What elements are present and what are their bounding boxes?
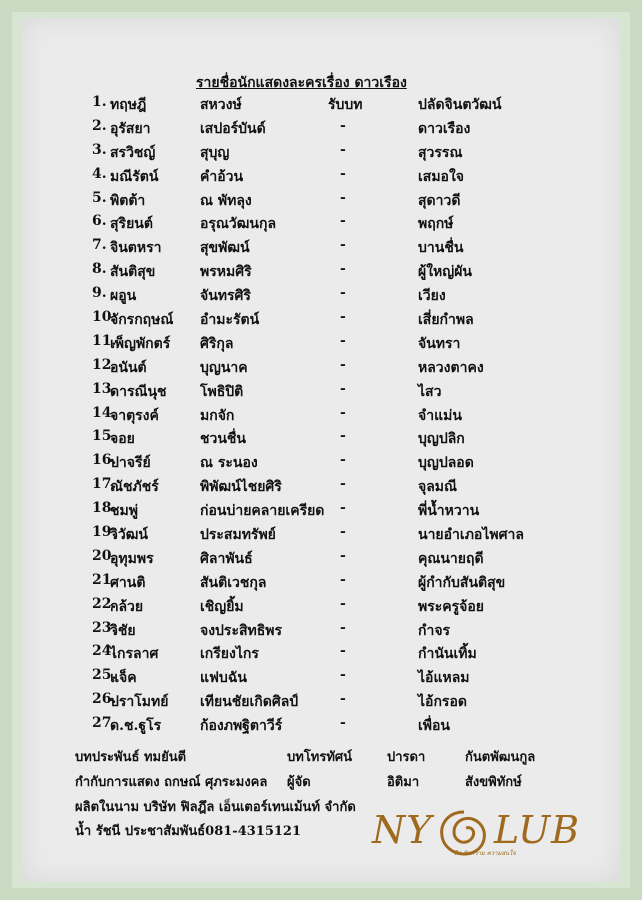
cast-first-name: เพ็ญพักตร์ xyxy=(110,335,171,352)
logo-subtext: ถือ รับความ ความสนใจ xyxy=(454,850,516,857)
cast-row xyxy=(0,667,642,691)
cast-number: 20. xyxy=(92,547,117,564)
cast-number: 7. xyxy=(92,237,107,254)
cast-number: 17. xyxy=(92,476,117,493)
cast-row xyxy=(0,285,642,309)
cast-role: ไสว xyxy=(418,383,442,400)
cast-row xyxy=(0,691,642,715)
cast-row xyxy=(0,715,642,739)
cast-role: เพื่อน xyxy=(418,718,450,735)
credit-text: บทโทรทัศน์ xyxy=(287,750,353,765)
column-header-role: รับบท xyxy=(328,97,363,113)
cast-first-name: แจ็ค xyxy=(110,670,137,687)
cast-dash: - xyxy=(340,356,346,373)
cast-last-name: อำมะรัตน์ xyxy=(200,312,260,329)
cast-dash: - xyxy=(340,332,346,349)
cast-role: ผู้ใหญ่ผัน xyxy=(418,264,472,281)
cast-last-name: ก่อนบ่ายคลายเครียด xyxy=(200,503,325,520)
cast-first-name: กล้วย xyxy=(110,598,144,615)
credit-line xyxy=(75,771,555,791)
cast-row xyxy=(0,643,642,667)
cast-number: 10. xyxy=(92,309,117,326)
cast-number: 2. xyxy=(92,117,107,134)
cast-role: สุดาวดี xyxy=(418,192,461,209)
cast-row xyxy=(0,166,642,190)
cast-role: ไอ้แหลม xyxy=(418,670,470,687)
cast-role: พี่น้ำหวาน xyxy=(418,503,480,520)
cast-role: ดาวเรือง xyxy=(418,120,471,137)
cast-dash: - xyxy=(340,595,346,612)
cast-dash: - xyxy=(340,285,346,302)
cast-dash: - xyxy=(340,571,346,588)
cast-number: 22. xyxy=(92,595,117,612)
cast-role: คุณนายฤดี xyxy=(418,550,484,567)
cast-row xyxy=(0,237,642,261)
cast-last-name: สหวงษ์ xyxy=(200,97,242,113)
cast-first-name: มณีรัตน์ xyxy=(110,168,159,185)
logo-text-right: LUB xyxy=(494,808,581,852)
cast-first-name: อุทุมพร xyxy=(110,550,154,567)
cast-number: 25. xyxy=(92,667,117,684)
cast-dash: - xyxy=(340,141,346,158)
cast-dash: - xyxy=(340,117,346,134)
credit-text: สังขพิทักษ์ xyxy=(465,775,522,790)
cast-first-name: วิชัย xyxy=(110,622,136,639)
cast-row xyxy=(0,524,642,548)
cast-first-name: สรวิชญ์ xyxy=(110,144,156,161)
cast-first-name: ไกรลาศ xyxy=(110,646,159,663)
cast-first-name: ด.ช.ฐูโร xyxy=(110,718,162,735)
cast-dash: - xyxy=(340,237,346,254)
cast-dash: - xyxy=(340,165,346,182)
credit-text: กำกับการแสดง ถกษณ์ ศุภระมงคล xyxy=(75,775,268,790)
cast-first-name: พิตต้า xyxy=(110,192,146,209)
cast-role: เสมอใจ xyxy=(418,168,465,185)
cast-dash: - xyxy=(340,524,346,541)
cast-number: 16. xyxy=(92,452,117,469)
cast-number: 1. xyxy=(92,94,107,110)
cast-dash: - xyxy=(340,261,346,278)
cast-first-name: จินตหรา xyxy=(110,240,162,257)
cast-row xyxy=(0,500,642,524)
cast-dash: - xyxy=(340,213,346,230)
cast-dash: - xyxy=(340,547,346,564)
cast-number: 6. xyxy=(92,213,107,230)
cast-dash: - xyxy=(340,667,346,684)
cast-role: จำแม่น xyxy=(418,407,462,424)
cast-first-name: วิวัฒน์ xyxy=(110,527,148,544)
cast-row xyxy=(0,548,642,572)
credit-text: ปารดา xyxy=(387,750,426,765)
cast-role: สุวรรณ xyxy=(418,144,463,161)
cast-last-name: เชิญยิ้ม xyxy=(200,598,244,615)
credit-text: ผลิตในนาม บริษัท ฟิลฎึล เอ็นเตอร์เทนเม้นท์ จำกัด xyxy=(75,800,356,815)
cast-first-name: ณัชภัชร์ xyxy=(110,479,159,496)
cast-number: 19. xyxy=(92,524,117,541)
cast-role: พฤกษ์ xyxy=(418,216,454,233)
cast-first-name: สุริยนต์ xyxy=(110,216,153,233)
cast-first-name: ปาจรีย์ xyxy=(110,455,151,472)
cast-role: จุลมณี xyxy=(418,479,457,496)
cast-last-name: สันติเวชกุล xyxy=(200,574,267,591)
cast-last-name: ก้องภพฐิตาวีร์ xyxy=(200,718,283,735)
cast-dash: - xyxy=(340,380,346,397)
cast-row xyxy=(0,261,642,285)
cast-dash: - xyxy=(340,643,346,660)
cast-first-name: ดารณีนุช xyxy=(110,383,167,400)
logo-text-left: NY xyxy=(372,808,433,852)
cast-number: 18. xyxy=(92,500,117,517)
cast-number: 14. xyxy=(92,404,117,421)
cast-row xyxy=(0,213,642,237)
cast-last-name: สุขพัฒน์ xyxy=(200,240,250,257)
cast-last-name: จงประสิทธิพร xyxy=(200,622,283,639)
cast-row xyxy=(0,190,642,214)
cast-last-name: เทียนชัยเกิดศิลป์ xyxy=(200,694,299,711)
cast-last-name: คำอ้วน xyxy=(200,168,244,185)
cast-role: เวียง xyxy=(418,288,446,305)
cast-last-name: ณ พัทลุง xyxy=(200,192,252,209)
cast-first-name: อุรัสยา xyxy=(110,120,151,137)
cast-first-name: จักรกฤษณ์ xyxy=(110,312,174,329)
cast-number: 15. xyxy=(92,428,117,445)
cast-row xyxy=(0,333,642,357)
credit-text: บทประพันธ์ ทมยันตี xyxy=(75,750,187,765)
cast-last-name: เกรียงไกร xyxy=(200,646,259,663)
cast-last-name: ศิลาพันธ์ xyxy=(200,550,253,567)
credit-text: กันตพัฒนกูล xyxy=(465,750,536,765)
cast-dash: - xyxy=(340,691,346,708)
cast-last-name: พิพัฒน์ไชยศิริ xyxy=(200,479,282,496)
cast-number: 8. xyxy=(92,261,107,278)
cast-row xyxy=(0,357,642,381)
cast-last-name: โพธิปิติ xyxy=(200,383,244,400)
cast-last-name: มกจัก xyxy=(200,407,235,424)
cast-last-name: ศิริกุล xyxy=(200,335,234,352)
cast-last-name: แฟบฉัน xyxy=(200,670,247,687)
cast-role: กำจร xyxy=(418,622,451,639)
cast-number: 11. xyxy=(92,332,117,349)
credit-text: น้ำ รัชนี ประชาสัมพันธ์081-4315121 xyxy=(75,824,302,839)
cast-row xyxy=(0,428,642,452)
cast-dash: - xyxy=(340,404,346,421)
cast-role: ปลัดจินตวัฒน์ xyxy=(418,97,502,113)
cast-row xyxy=(0,452,642,476)
cast-last-name: เสปอร์บันด์ xyxy=(200,120,266,137)
cast-role: บุญปลิก xyxy=(418,431,465,448)
credit-text: อิติมา xyxy=(387,775,420,790)
cast-role: พระครูจ้อย xyxy=(418,598,484,615)
document-title: รายชื่อนักแสดงละครเรื่อง ดาวเรือง xyxy=(196,75,407,91)
credit-line xyxy=(75,746,555,766)
cast-role: เสี่ยกำพล xyxy=(418,312,474,329)
cast-first-name: จอย xyxy=(110,431,135,448)
cast-row xyxy=(0,476,642,500)
cast-role: หลวงตาคง xyxy=(418,359,484,376)
cast-row xyxy=(0,620,642,644)
cast-role: บานชื่น xyxy=(418,240,464,257)
cast-number: 23. xyxy=(92,619,117,636)
nyclub-logo xyxy=(372,808,604,866)
cast-dash: - xyxy=(340,452,346,469)
cast-dash: - xyxy=(340,476,346,493)
cast-role: ผู้กำกับสันติสุข xyxy=(418,574,506,591)
cast-first-name: สันติสุข xyxy=(110,264,156,281)
cast-dash: - xyxy=(340,619,346,636)
cast-first-name: ชมพู่ xyxy=(110,503,138,520)
cast-last-name: ประสมทรัพย์ xyxy=(200,527,276,544)
cast-row xyxy=(0,572,642,596)
cast-row xyxy=(0,142,642,166)
cast-row xyxy=(0,118,642,142)
cast-number: 5. xyxy=(92,189,107,206)
cast-number: 26. xyxy=(92,691,117,708)
cast-last-name: สุบุญ xyxy=(200,144,230,161)
cast-first-name: ผอูน xyxy=(110,288,137,305)
cast-last-name: จันทรศิริ xyxy=(200,288,251,305)
cast-dash: - xyxy=(340,428,346,445)
cast-role: บุญปลอด xyxy=(418,455,474,472)
cast-number: 4. xyxy=(92,165,107,182)
cast-number: 24. xyxy=(92,643,117,660)
cast-dash: - xyxy=(340,309,346,326)
credit-text: ผู้จัด xyxy=(287,775,311,790)
cast-dash: - xyxy=(340,715,346,732)
cast-role: นายอำเภอไพศาล xyxy=(418,527,524,544)
cast-row xyxy=(0,94,642,118)
cast-first-name: อนันต์ xyxy=(110,359,147,376)
cast-last-name: อรุณวัฒนกุล xyxy=(200,216,277,233)
cast-number: 27. xyxy=(92,715,117,732)
cast-dash: - xyxy=(340,500,346,517)
cast-row xyxy=(0,596,642,620)
cast-number: 12. xyxy=(92,356,117,373)
cast-last-name: ณ ระนอง xyxy=(200,455,258,472)
cast-last-name: ชวนชื่น xyxy=(200,431,247,448)
cast-role: ไอ้กรอด xyxy=(418,694,467,711)
cast-first-name: ศานติ xyxy=(110,574,146,591)
cast-row xyxy=(0,381,642,405)
cast-role: กำนันเทิ้ม xyxy=(418,646,477,663)
cast-first-name: จาตุรงค์ xyxy=(110,407,159,424)
cast-dash: - xyxy=(340,189,346,206)
cast-first-name: ปราโมทย์ xyxy=(110,694,169,711)
cast-number: 9. xyxy=(92,285,107,302)
cast-row xyxy=(0,309,642,333)
cast-last-name: บุญนาค xyxy=(200,359,248,376)
cast-row xyxy=(0,405,642,429)
cast-role: จันทรา xyxy=(418,335,461,352)
cast-last-name: พรหมศิริ xyxy=(200,264,252,281)
cast-number: 3. xyxy=(92,141,107,158)
cast-number: 21. xyxy=(92,571,117,588)
cast-first-name: ทฤษฎี xyxy=(110,97,147,113)
cast-number: 13. xyxy=(92,380,117,397)
